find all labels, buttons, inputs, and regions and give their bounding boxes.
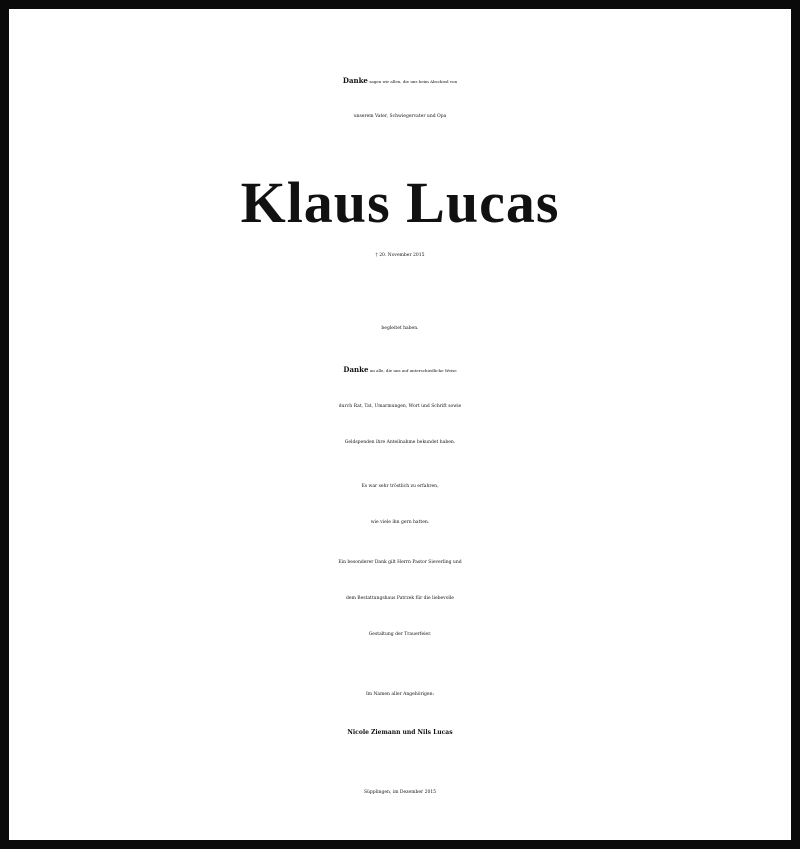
intro-text: sagen wir allen, die uns beim Abschied von [369,79,458,84]
place-date: Süpplingen, im Dezember 2015 [363,790,437,795]
intro-danke: Danke [342,76,368,85]
special-line-3: Gestaltung der Trauerfeier. [368,632,432,637]
intro-line-1 [9,63,791,101]
intro-line-2: unserem Vater, Schwiegervater und Opa [353,114,447,119]
accompanied-line: begleitet haben. [381,326,419,331]
special-line-1: Ein besonderer Dank gilt Herrn Pastor Sieverling und [338,560,462,565]
thanks-text: an alle, die uns auf unterschiedliche Weise [369,368,457,373]
thanks-line-3: Geldspenden ihre Anteilnahme bekundet haben. [344,440,456,445]
signers: Nicole Ziemann und Nils Lucas [347,729,453,736]
special-line-2: dem Bestattungshaus Patrzek für die liebevolle [346,596,454,601]
comfort-line-1: Es war sehr tröstlich zu erfahren, [361,484,439,489]
comfort-line-2: wie viele ihn gern hatten. [370,520,430,525]
death-date: † 20. November 2015 [375,253,425,258]
on-behalf-line: Im Namen aller Angehörigen: [365,692,434,697]
thanks-danke: Danke [343,365,369,374]
deceased-name: Klaus Lucas [240,170,560,235]
thanks-line-1 [9,352,791,390]
thanks-line-2: durch Rat, Tat, Umarmungen, Wort und Schrift sowie [338,404,462,409]
